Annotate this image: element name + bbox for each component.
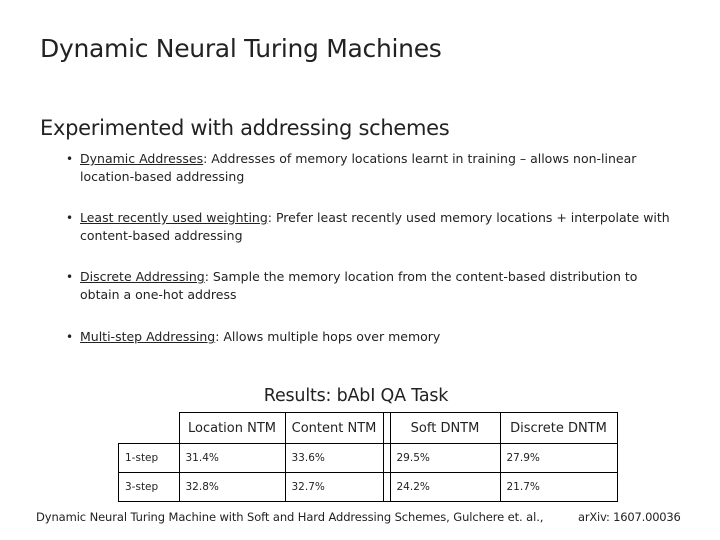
table-cell: 24.2% xyxy=(390,473,500,502)
table-gap-cell xyxy=(383,413,390,444)
row-label: 1-step xyxy=(119,444,180,473)
table-corner-cell xyxy=(119,413,180,444)
bullet-dot-icon: • xyxy=(66,330,74,344)
citation: Dynamic Neural Turing Machine with Soft and Hard Addressing Schemes, Gulchere et. al., xyxy=(36,510,544,524)
bullet-dynamic-addresses xyxy=(66,150,670,186)
column-header: Discrete DNTM xyxy=(500,413,617,444)
bullet-text: : Allows multiple hops over memory xyxy=(215,329,441,344)
table-cell: 32.8% xyxy=(179,473,285,502)
bullet-term: Least recently used weighting xyxy=(80,210,268,225)
table-cell: 29.5% xyxy=(390,444,500,473)
table-header-row xyxy=(119,413,618,444)
row-label: 3-step xyxy=(119,473,180,502)
bullet-dot-icon: • xyxy=(66,270,74,284)
slide-title: Dynamic Neural Turing Machines xyxy=(40,34,442,63)
results-title: Results: bAbI QA Task xyxy=(263,386,449,406)
bullet-term: Dynamic Addresses xyxy=(80,151,204,166)
table-gap-cell xyxy=(383,473,390,502)
bullet-dot-icon: • xyxy=(66,152,74,166)
bullet-text: : Addresses of memory locations learnt in training – allows non-linear location-based addressing xyxy=(80,151,637,184)
table-gap-cell xyxy=(383,444,390,473)
arxiv-reference: arXiv: 1607.00036 xyxy=(578,510,681,524)
bullet-text: : Prefer least recently used memory locations + interpolate with content-based addressing xyxy=(80,210,670,243)
bullet-term: Discrete Addressing xyxy=(80,269,205,284)
table-cell: 27.9% xyxy=(500,444,617,473)
bullet-term: Multi-step Addressing xyxy=(80,329,216,344)
column-header: Content NTM xyxy=(285,413,383,444)
section-heading: Experimented with addressing schemes xyxy=(40,116,450,140)
table-cell: 33.6% xyxy=(285,444,383,473)
table-row xyxy=(119,444,618,473)
column-header: Location NTM xyxy=(179,413,285,444)
bullet-multistep-addressing xyxy=(66,328,670,346)
bullet-dot-icon: • xyxy=(66,211,74,225)
table-cell: 21.7% xyxy=(500,473,617,502)
bullet-text: : Sample the memory location from the content-based distribution to obtain a one-hot address xyxy=(80,269,638,302)
bullet-discrete-addressing xyxy=(66,268,670,304)
bullet-lru-weighting xyxy=(66,209,670,245)
results-table xyxy=(118,412,618,502)
column-header: Soft DNTM xyxy=(390,413,500,444)
table-cell: 32.7% xyxy=(285,473,383,502)
table-cell: 31.4% xyxy=(179,444,285,473)
table-row xyxy=(119,473,618,502)
